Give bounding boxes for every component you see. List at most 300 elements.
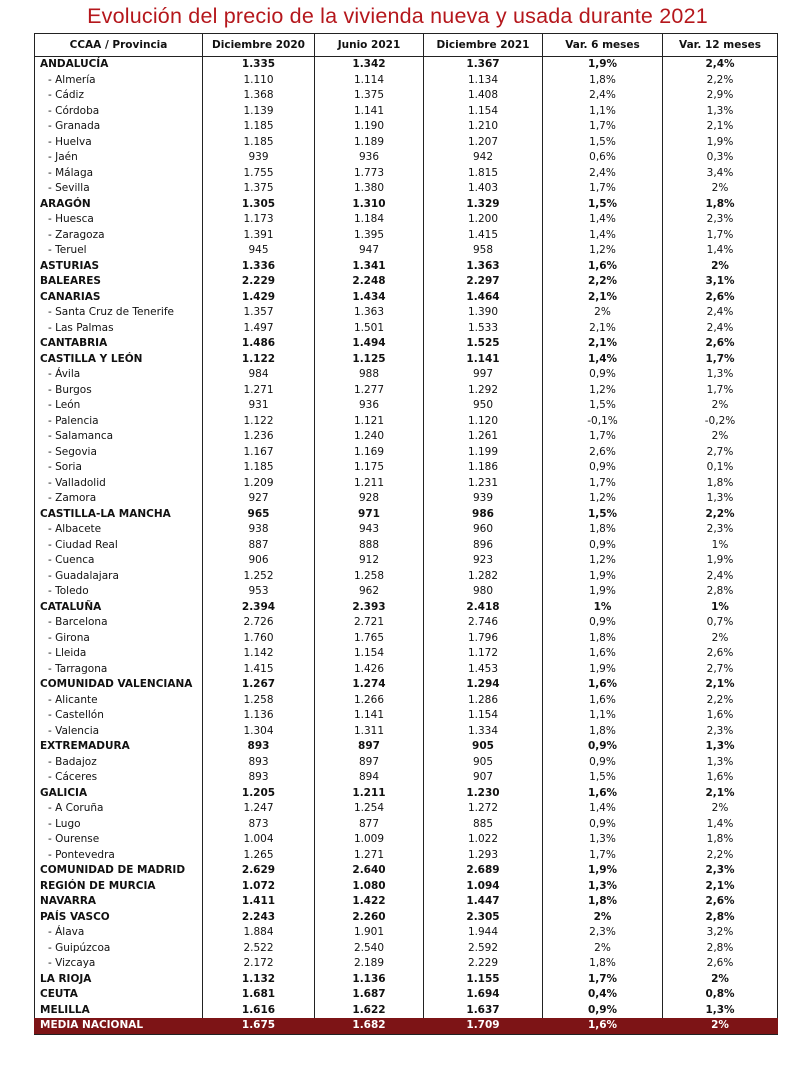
var-12-months: 2% <box>663 972 778 988</box>
province-row <box>35 166 778 182</box>
var-12-months: 2,6% <box>663 956 778 972</box>
region-row <box>35 786 778 802</box>
row-label: GALICIA <box>35 786 203 802</box>
region-row <box>35 987 778 1003</box>
price-dec-2020: 1.616 <box>203 1003 315 1019</box>
var-6-months: 1,6% <box>543 1018 663 1034</box>
row-label: LA RIOJA <box>35 972 203 988</box>
region-row <box>35 57 778 73</box>
price-dec-2020: 1.136 <box>203 708 315 724</box>
price-dec-2021: 2.229 <box>424 956 543 972</box>
var-12-months: 2,6% <box>663 894 778 910</box>
row-label: - Huelva <box>35 135 203 151</box>
var-6-months: 2,1% <box>543 321 663 337</box>
row-label: - Lleida <box>35 646 203 662</box>
row-label: MELILLA <box>35 1003 203 1019</box>
row-label: REGIÓN DE MURCIA <box>35 879 203 895</box>
price-dec-2021: 1.022 <box>424 832 543 848</box>
var-12-months: 1,8% <box>663 476 778 492</box>
var-12-months: 2,4% <box>663 57 778 73</box>
price-dec-2020: 893 <box>203 739 315 755</box>
var-12-months: 2,9% <box>663 88 778 104</box>
price-dec-2021: 1.334 <box>424 724 543 740</box>
row-label: - Castellón <box>35 708 203 724</box>
region-row <box>35 879 778 895</box>
price-dec-2021: 1.292 <box>424 383 543 399</box>
price-jun-2021: 912 <box>315 553 424 569</box>
var-12-months: 1,6% <box>663 708 778 724</box>
province-row <box>35 584 778 600</box>
province-row <box>35 848 778 864</box>
var-12-months: 2,1% <box>663 786 778 802</box>
var-12-months: 2,2% <box>663 848 778 864</box>
price-dec-2020: 1.497 <box>203 321 315 337</box>
row-label: - Granada <box>35 119 203 135</box>
var-12-months: 2% <box>663 181 778 197</box>
price-dec-2020: 1.252 <box>203 569 315 585</box>
var-12-months: 2,2% <box>663 507 778 523</box>
row-label: CANARIAS <box>35 290 203 306</box>
var-12-months: 2,1% <box>663 119 778 135</box>
price-jun-2021: 936 <box>315 398 424 414</box>
var-6-months: 1,4% <box>543 801 663 817</box>
price-dec-2021: 1.272 <box>424 801 543 817</box>
price-jun-2021: 1.189 <box>315 135 424 151</box>
var-12-months: 1,3% <box>663 739 778 755</box>
price-dec-2021: 1.186 <box>424 460 543 476</box>
var-6-months: 1,7% <box>543 181 663 197</box>
price-jun-2021: 1.125 <box>315 352 424 368</box>
price-jun-2021: 1.395 <box>315 228 424 244</box>
var-6-months: 2,1% <box>543 290 663 306</box>
price-dec-2021: 2.418 <box>424 600 543 616</box>
var-12-months: 2% <box>663 259 778 275</box>
price-dec-2020: 938 <box>203 522 315 538</box>
price-jun-2021: 1.501 <box>315 321 424 337</box>
var-6-months: 1,4% <box>543 212 663 228</box>
row-label: - Albacete <box>35 522 203 538</box>
var-6-months: 1,9% <box>543 57 663 73</box>
var-6-months: 1,9% <box>543 662 663 678</box>
price-jun-2021: 1.254 <box>315 801 424 817</box>
var-6-months: 1,5% <box>543 770 663 786</box>
price-jun-2021: 877 <box>315 817 424 833</box>
var-6-months: 1,5% <box>543 398 663 414</box>
header-dec-2020: Diciembre 2020 <box>203 34 315 57</box>
var-6-months: 0,9% <box>543 460 663 476</box>
price-dec-2021: 1.141 <box>424 352 543 368</box>
price-dec-2020: 1.139 <box>203 104 315 120</box>
price-dec-2020: 2.522 <box>203 941 315 957</box>
price-dec-2021: 1.408 <box>424 88 543 104</box>
table-header <box>35 34 778 57</box>
region-row <box>35 290 778 306</box>
region-row <box>35 197 778 213</box>
var-6-months: 0,9% <box>543 817 663 833</box>
var-12-months: 3,2% <box>663 925 778 941</box>
var-6-months: 1,1% <box>543 708 663 724</box>
price-dec-2021: 1.286 <box>424 693 543 709</box>
row-label: - Cuenca <box>35 553 203 569</box>
price-dec-2020: 1.304 <box>203 724 315 740</box>
var-6-months: 1,6% <box>543 259 663 275</box>
price-dec-2020: 1.486 <box>203 336 315 352</box>
price-jun-2021: 1.211 <box>315 476 424 492</box>
price-dec-2021: 905 <box>424 755 543 771</box>
var-6-months: 1,8% <box>543 631 663 647</box>
row-label: - Barcelona <box>35 615 203 631</box>
header-ccaa: CCAA / Provincia <box>35 34 203 57</box>
row-label: CANTABRIA <box>35 336 203 352</box>
var-12-months: 1,3% <box>663 491 778 507</box>
price-dec-2021: 1.120 <box>424 414 543 430</box>
price-jun-2021: 1.311 <box>315 724 424 740</box>
price-dec-2020: 984 <box>203 367 315 383</box>
row-label: COMUNIDAD VALENCIANA <box>35 677 203 693</box>
header-var-6: Var. 6 meses <box>543 34 663 57</box>
region-row <box>35 274 778 290</box>
var-6-months: 1,7% <box>543 429 663 445</box>
var-6-months: 1,5% <box>543 197 663 213</box>
var-12-months: 1,8% <box>663 832 778 848</box>
row-label: - Cádiz <box>35 88 203 104</box>
province-row <box>35 135 778 151</box>
row-label: - Ciudad Real <box>35 538 203 554</box>
price-jun-2021: 1.211 <box>315 786 424 802</box>
header-var-12: Var. 12 meses <box>663 34 778 57</box>
row-label: ANDALUCÍA <box>35 57 203 73</box>
price-dec-2020: 1.185 <box>203 135 315 151</box>
var-6-months: 1,9% <box>543 584 663 600</box>
price-dec-2020: 873 <box>203 817 315 833</box>
total-row <box>35 1018 778 1034</box>
price-dec-2020: 1.173 <box>203 212 315 228</box>
province-row <box>35 538 778 554</box>
price-jun-2021: 2.260 <box>315 910 424 926</box>
var-6-months: 1,7% <box>543 972 663 988</box>
row-label: - Córdoba <box>35 104 203 120</box>
province-row <box>35 553 778 569</box>
price-jun-2021: 1.121 <box>315 414 424 430</box>
price-dec-2021: 1.230 <box>424 786 543 802</box>
price-jun-2021: 2.189 <box>315 956 424 972</box>
region-row <box>35 863 778 879</box>
price-dec-2021: 939 <box>424 491 543 507</box>
price-dec-2021: 907 <box>424 770 543 786</box>
province-row <box>35 305 778 321</box>
province-row <box>35 817 778 833</box>
var-12-months: 1% <box>663 600 778 616</box>
var-12-months: 2% <box>663 1018 778 1034</box>
price-jun-2021: 1.258 <box>315 569 424 585</box>
var-12-months: 2,8% <box>663 584 778 600</box>
price-dec-2021: 1.447 <box>424 894 543 910</box>
price-dec-2021: 1.210 <box>424 119 543 135</box>
price-dec-2021: 1.363 <box>424 259 543 275</box>
price-dec-2021: 1.415 <box>424 228 543 244</box>
price-dec-2021: 1.231 <box>424 476 543 492</box>
price-dec-2021: 1.282 <box>424 569 543 585</box>
price-dec-2020: 1.072 <box>203 879 315 895</box>
province-row <box>35 414 778 430</box>
price-jun-2021: 1.765 <box>315 631 424 647</box>
var-12-months: 1,3% <box>663 367 778 383</box>
row-label: - Jaén <box>35 150 203 166</box>
price-dec-2020: 1.247 <box>203 801 315 817</box>
price-dec-2020: 953 <box>203 584 315 600</box>
var-6-months: -0,1% <box>543 414 663 430</box>
price-dec-2021: 1.453 <box>424 662 543 678</box>
price-dec-2021: 1.154 <box>424 104 543 120</box>
price-dec-2020: 2.394 <box>203 600 315 616</box>
var-12-months: 1,4% <box>663 817 778 833</box>
price-dec-2020: 1.142 <box>203 646 315 662</box>
price-dec-2020: 906 <box>203 553 315 569</box>
price-dec-2021: 950 <box>424 398 543 414</box>
price-dec-2021: 1.261 <box>424 429 543 445</box>
province-row <box>35 941 778 957</box>
price-dec-2020: 1.209 <box>203 476 315 492</box>
region-row <box>35 1003 778 1019</box>
price-jun-2021: 894 <box>315 770 424 786</box>
price-jun-2021: 947 <box>315 243 424 259</box>
var-12-months: 1,7% <box>663 383 778 399</box>
var-12-months: 2,8% <box>663 941 778 957</box>
price-jun-2021: 1.380 <box>315 181 424 197</box>
price-jun-2021: 1.422 <box>315 894 424 910</box>
var-12-months: 1,4% <box>663 243 778 259</box>
region-row <box>35 600 778 616</box>
var-12-months: 2,2% <box>663 693 778 709</box>
price-dec-2020: 1.236 <box>203 429 315 445</box>
price-jun-2021: 1.277 <box>315 383 424 399</box>
price-dec-2020: 1.185 <box>203 460 315 476</box>
price-dec-2020: 1.122 <box>203 352 315 368</box>
price-dec-2021: 958 <box>424 243 543 259</box>
var-6-months: 1,6% <box>543 693 663 709</box>
var-12-months: 2,3% <box>663 212 778 228</box>
region-row <box>35 507 778 523</box>
var-12-months: 1% <box>663 538 778 554</box>
price-dec-2020: 2.229 <box>203 274 315 290</box>
province-row <box>35 522 778 538</box>
price-jun-2021: 1.114 <box>315 73 424 89</box>
var-12-months: 2,6% <box>663 290 778 306</box>
var-12-months: 2,4% <box>663 305 778 321</box>
var-6-months: 1,7% <box>543 476 663 492</box>
var-12-months: 2% <box>663 398 778 414</box>
row-label: NAVARRA <box>35 894 203 910</box>
price-dec-2020: 1.391 <box>203 228 315 244</box>
province-row <box>35 212 778 228</box>
price-dec-2021: 1.094 <box>424 879 543 895</box>
price-dec-2021: 1.464 <box>424 290 543 306</box>
price-dec-2020: 1.411 <box>203 894 315 910</box>
var-12-months: 1,9% <box>663 135 778 151</box>
var-6-months: 1,9% <box>543 863 663 879</box>
province-row <box>35 708 778 724</box>
region-row <box>35 910 778 926</box>
price-dec-2021: 2.592 <box>424 941 543 957</box>
price-dec-2021: 1.815 <box>424 166 543 182</box>
region-row <box>35 894 778 910</box>
var-12-months: 0,3% <box>663 150 778 166</box>
var-6-months: 0,6% <box>543 150 663 166</box>
price-dec-2020: 1.265 <box>203 848 315 864</box>
var-6-months: 1,6% <box>543 786 663 802</box>
price-dec-2020: 1.258 <box>203 693 315 709</box>
price-dec-2020: 1.415 <box>203 662 315 678</box>
row-label: - Tarragona <box>35 662 203 678</box>
price-dec-2021: 2.746 <box>424 615 543 631</box>
price-dec-2020: 1.755 <box>203 166 315 182</box>
header-jun-2021: Junio 2021 <box>315 34 424 57</box>
var-6-months: 2% <box>543 941 663 957</box>
row-label: MEDIA NACIONAL <box>35 1018 203 1034</box>
price-jun-2021: 1.136 <box>315 972 424 988</box>
price-dec-2021: 923 <box>424 553 543 569</box>
price-jun-2021: 1.190 <box>315 119 424 135</box>
price-dec-2021: 980 <box>424 584 543 600</box>
province-row <box>35 569 778 585</box>
var-6-months: 1,8% <box>543 724 663 740</box>
province-row <box>35 228 778 244</box>
price-jun-2021: 1.426 <box>315 662 424 678</box>
price-dec-2021: 1.525 <box>424 336 543 352</box>
region-row <box>35 352 778 368</box>
price-jun-2021: 1.901 <box>315 925 424 941</box>
var-6-months: 0,9% <box>543 1003 663 1019</box>
price-jun-2021: 1.009 <box>315 832 424 848</box>
price-jun-2021: 1.240 <box>315 429 424 445</box>
price-dec-2021: 986 <box>424 507 543 523</box>
province-row <box>35 724 778 740</box>
price-jun-2021: 936 <box>315 150 424 166</box>
price-jun-2021: 897 <box>315 755 424 771</box>
price-jun-2021: 2.393 <box>315 600 424 616</box>
price-dec-2021: 1.709 <box>424 1018 543 1034</box>
var-6-months: 2,6% <box>543 445 663 461</box>
price-jun-2021: 897 <box>315 739 424 755</box>
row-label: - Salamanca <box>35 429 203 445</box>
price-dec-2020: 2.629 <box>203 863 315 879</box>
price-dec-2020: 893 <box>203 770 315 786</box>
province-row <box>35 429 778 445</box>
var-6-months: 1,4% <box>543 228 663 244</box>
price-jun-2021: 1.682 <box>315 1018 424 1034</box>
price-dec-2020: 887 <box>203 538 315 554</box>
var-6-months: 1,2% <box>543 243 663 259</box>
var-12-months: 2,3% <box>663 522 778 538</box>
price-dec-2020: 2.726 <box>203 615 315 631</box>
row-label: - Palencia <box>35 414 203 430</box>
var-12-months: 2% <box>663 631 778 647</box>
price-dec-2021: 1.403 <box>424 181 543 197</box>
province-row <box>35 119 778 135</box>
price-dec-2020: 1.884 <box>203 925 315 941</box>
var-6-months: 0,4% <box>543 987 663 1003</box>
row-label: ASTURIAS <box>35 259 203 275</box>
price-jun-2021: 1.271 <box>315 848 424 864</box>
province-row <box>35 615 778 631</box>
price-jun-2021: 2.248 <box>315 274 424 290</box>
price-dec-2021: 1.154 <box>424 708 543 724</box>
row-label: CASTILLA-LA MANCHA <box>35 507 203 523</box>
header-dec-2021: Diciembre 2021 <box>424 34 543 57</box>
var-6-months: 1% <box>543 600 663 616</box>
var-12-months: 2,2% <box>663 73 778 89</box>
price-dec-2020: 1.305 <box>203 197 315 213</box>
var-12-months: 1,6% <box>663 770 778 786</box>
var-6-months: 1,8% <box>543 73 663 89</box>
var-6-months: 1,3% <box>543 879 663 895</box>
var-6-months: 0,9% <box>543 755 663 771</box>
row-label: CATALUÑA <box>35 600 203 616</box>
price-dec-2020: 1.357 <box>203 305 315 321</box>
row-label: - Zaragoza <box>35 228 203 244</box>
price-dec-2021: 885 <box>424 817 543 833</box>
row-label: - Teruel <box>35 243 203 259</box>
var-12-months: 2,3% <box>663 724 778 740</box>
price-dec-2021: 942 <box>424 150 543 166</box>
row-label: PAÍS VASCO <box>35 910 203 926</box>
price-dec-2020: 945 <box>203 243 315 259</box>
var-12-months: 2,1% <box>663 677 778 693</box>
row-label: BALEARES <box>35 274 203 290</box>
price-dec-2020: 965 <box>203 507 315 523</box>
price-dec-2021: 1.294 <box>424 677 543 693</box>
price-jun-2021: 1.184 <box>315 212 424 228</box>
row-label: - Cáceres <box>35 770 203 786</box>
price-dec-2021: 960 <box>424 522 543 538</box>
var-12-months: 2,8% <box>663 910 778 926</box>
var-6-months: 1,8% <box>543 894 663 910</box>
var-6-months: 1,2% <box>543 553 663 569</box>
var-6-months: 0,9% <box>543 739 663 755</box>
var-12-months: 1,9% <box>663 553 778 569</box>
var-12-months: 2,6% <box>663 336 778 352</box>
var-6-months: 1,8% <box>543 956 663 972</box>
province-row <box>35 770 778 786</box>
province-row <box>35 631 778 647</box>
var-6-months: 2,4% <box>543 166 663 182</box>
price-jun-2021: 1.773 <box>315 166 424 182</box>
var-6-months: 2% <box>543 910 663 926</box>
price-jun-2021: 1.274 <box>315 677 424 693</box>
price-jun-2021: 1.687 <box>315 987 424 1003</box>
var-6-months: 0,9% <box>543 367 663 383</box>
price-dec-2020: 939 <box>203 150 315 166</box>
row-label: - Vizcaya <box>35 956 203 972</box>
province-row <box>35 476 778 492</box>
province-row <box>35 925 778 941</box>
var-6-months: 1,3% <box>543 832 663 848</box>
row-label: - Ávila <box>35 367 203 383</box>
province-row <box>35 181 778 197</box>
price-dec-2020: 1.167 <box>203 445 315 461</box>
price-jun-2021: 1.154 <box>315 646 424 662</box>
price-dec-2020: 1.271 <box>203 383 315 399</box>
price-dec-2020: 1.675 <box>203 1018 315 1034</box>
price-dec-2021: 1.207 <box>424 135 543 151</box>
var-6-months: 0,9% <box>543 538 663 554</box>
province-row <box>35 445 778 461</box>
var-6-months: 1,6% <box>543 646 663 662</box>
var-12-months: 2,1% <box>663 879 778 895</box>
province-row <box>35 367 778 383</box>
price-dec-2020: 1.429 <box>203 290 315 306</box>
price-dec-2020: 1.368 <box>203 88 315 104</box>
